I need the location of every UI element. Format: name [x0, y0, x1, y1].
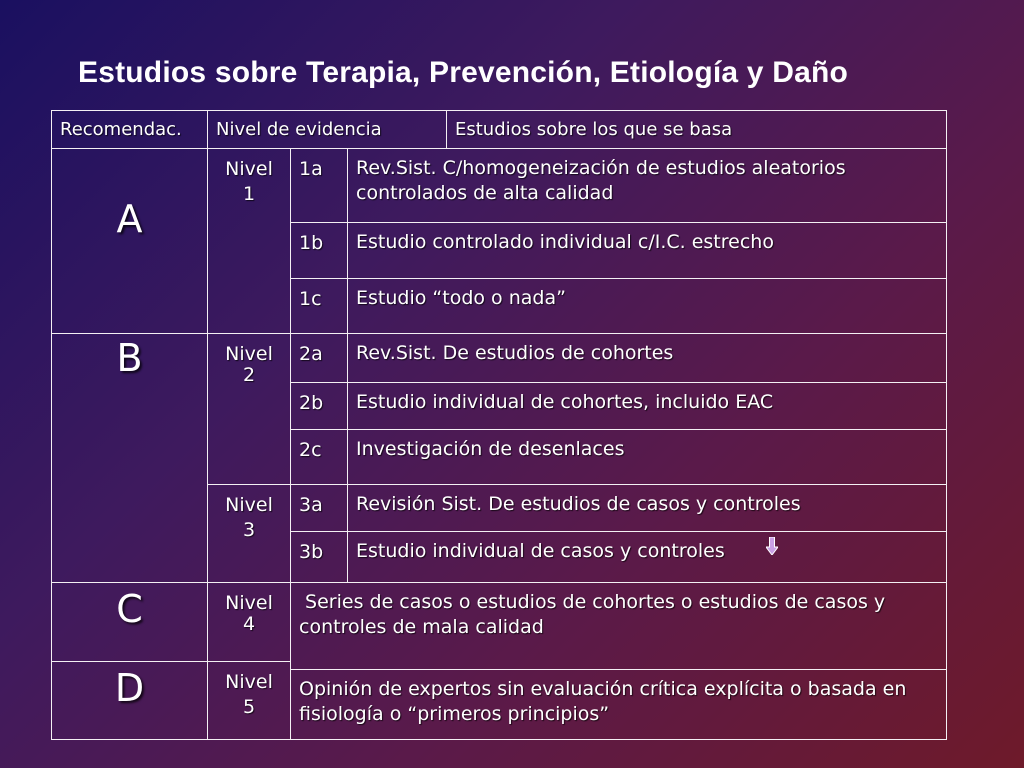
slide-title: Estudios sobre Terapia, Prevención, Etiología y Daño — [78, 56, 849, 89]
level-4-label: Nivel — [225, 592, 273, 614]
level-2-number: 2 — [242, 364, 256, 386]
code-1b: 1b — [290, 222, 348, 279]
level-1-label: Nivel — [225, 158, 273, 180]
level-3-number: 3 — [242, 519, 256, 541]
code-1a: 1a — [290, 148, 348, 223]
level-2 — [207, 333, 291, 485]
level-5 — [207, 661, 291, 740]
grade-a: A — [51, 148, 208, 334]
code-2a: 2a — [290, 333, 348, 383]
desc-1a: Rev.Sist. C/homogeneización de estudios aleatorios controlados de alta calidad — [347, 148, 947, 223]
desc-3b: Estudio individual de casos y controles — [347, 531, 947, 583]
code-3b: 3b — [290, 531, 348, 583]
level-4-number: 4 — [242, 613, 256, 635]
desc-2c: Investigación de desenlaces — [347, 429, 947, 485]
grade-b: B — [51, 333, 208, 583]
desc-level-5: Opinión de expertos sin evaluación crítica explícita o basada en fisiología o “primeros principios” — [290, 669, 947, 740]
level-3-label: Nivel — [225, 494, 273, 516]
level-1 — [207, 148, 291, 334]
code-3a: 3a — [290, 484, 348, 532]
desc-1c: Estudio “todo o nada” — [347, 278, 947, 334]
down-arrow-icon[interactable] — [766, 537, 778, 555]
header-estudios: Estudios sobre los que se basa — [446, 110, 947, 149]
desc-1b: Estudio controlado individual c/I.C. estrecho — [347, 222, 947, 279]
desc-level-4: Series de casos o estudios de cohortes o estudios de casos y controles de mala calidad — [290, 582, 947, 670]
level-3 — [207, 484, 291, 583]
code-2b: 2b — [290, 382, 348, 430]
code-1c: 1c — [290, 278, 348, 334]
grade-c: C — [51, 582, 208, 662]
header-recomendacion: Recomendac. — [51, 110, 208, 149]
desc-3a: Revisión Sist. De estudios de casos y controles — [347, 484, 947, 532]
level-2-label: Nivel — [225, 343, 273, 365]
code-2c: 2c — [290, 429, 348, 485]
level-5-number: 5 — [242, 696, 256, 718]
desc-2b: Estudio individual de cohortes, incluido EAC — [347, 382, 947, 430]
grade-d: D — [51, 661, 208, 740]
level-5-label: Nivel — [225, 671, 273, 693]
level-1-number: 1 — [242, 183, 256, 205]
level-4 — [207, 582, 291, 662]
header-nivel-evidencia: Nivel de evidencia — [207, 110, 447, 149]
desc-2a: Rev.Sist. De estudios de cohortes — [347, 333, 947, 383]
